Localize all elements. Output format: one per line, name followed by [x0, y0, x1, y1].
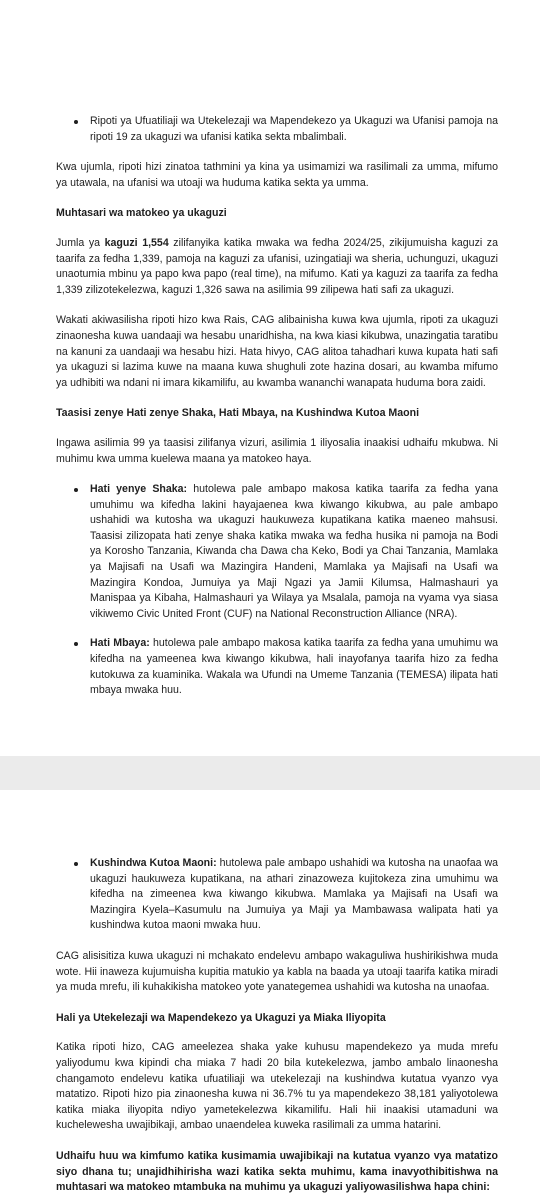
disclaimer-label: Kushindwa Kutoa Maoni: [90, 857, 217, 869]
opinion-types-list [56, 482, 498, 699]
list-item-disclaimer [56, 856, 498, 934]
bullet-list-top [56, 114, 498, 145]
list-item-qualified [56, 482, 498, 622]
section-heading-institutions: Taasisi zenye Hati zenye Shaka, Hati Mbaya, na Kushindwa Kutoa Maoni [56, 407, 420, 420]
paragraph-audits [56, 236, 498, 298]
disclaimer-list [56, 856, 498, 934]
list-item [56, 114, 498, 145]
paragraph-president: Wakati akiwasilisha ripoti hizo kwa Rais, CAG alibainisha kuwa kwa ujumla, ripoti za ukaguzi zinaonesha kuwa uandaaji wa hesabu unaridhisha, na kwa kiasi kikubwa, unazingatia taratibu na kanuni za uandaaji wa hesabu hizi. Hata hivyo, CAG alitoa tahadhari kuwa kupata hati safi ya ukaguzi si lazima kuwe na maana kuwa shughuli zote hazina dosari, au kwamba mifumo ya udhibiti wa ndani ni imara kikamilifu, au kwamba wananchi wanapata huduma bora zaidi. [56, 314, 498, 389]
paragraph-audits-rest: zilifanyika katika mwaka wa fedha 2024/25, zikijumuisha kaguzi za taarifa za fedha 1,339, pamoja na kaguzi za ufanisi, uzingatiaji wa sheria, uchunguzi, ukaguzi unaotumia mbinu ya papo kwa papo (real time), na mifumo. Kati ya kaguzi za taarifa za fedha 1,339 zilizotekelezwa, kaguzi 1,326 sawa na asilimia 99 zilipewa hati safi za ukaguzi. [56, 236, 498, 296]
paragraph-reports: Katika ripoti hizo, CAG ameelezea shaka yake kuhusu mapendekezo ya muda mrefu yaliyodumu kwa kipindi cha miaka 7 hadi 20 bila kutekelezwa, jambo ambalo linaonesha changamoto endelevu katika ufuatiliaji wa utekelezaji na kushindwa kutatua vyanzo vya matatizo. Ripoti hizo pia zinaonesha kuwa ni 36.7% tu ya mapendekezo 38,181 yaliyotolewa katika miaka iliyopita ndiyo yametekelezwa kikamilifu. Hali hii inaakisi utamaduni wa kuchelewesha uwajibikaji, ambao unaendelea kuweka rasilimali za umma hatarini. [56, 1041, 498, 1132]
adverse-paragraph [90, 636, 498, 698]
audit-count: kaguzi 1,554 [104, 236, 169, 249]
disclaimer-paragraph [90, 856, 498, 934]
adverse-text: hutolewa pale ambapo makosa katika taarifa za fedha yana umuhimu wa kifedha na yameenea kwa kiwango kikubwa, hali inayofanya taarifa hizo za fedha kutokuwa za kuaminika. Wakala wa Ufundi na Umeme Tanzania (TEMESA) ilipata hati mbaya mwaka huu. [90, 637, 498, 697]
qualified-text: hutolewa pale ambapo makosa katika taarifa za fedha yana umuhimu wa kifedha lakini hayajaenea kwa kiwango kikubwa, au pale ambapo ushahidi wa kutosha wa ukaguzi haukuweza kupatikana katika maeneo mahsusi. Taasisi zilizopata hati zenye shaka katika mwaka wa fedha husika ni pamoja na Bodi ya Korosho Tanzania, Kiwanda cha Dawa cha Keko, Bodi ya Chai Tanzania, Mamlaka ya Majisafi na Usafi wa Mazingira Handeni, Mamlaka ya Majisafi na Usafi wa Mazingira Kondoa, Jumuiya ya Maji Ngazi ya Jamii Kilumsa, Halmashauri ya Manispaa ya Kibaha, Halmashauri ya Wilaya ya Msalala, pamoja na vyama vya siasa vikiwemo Civic United Front (CUF) na National Reconstruction Alliance (NRA). [90, 483, 498, 620]
paragraph-cag: CAG alisisitiza kuwa ukaguzi ni mchakato endelevu ambapo wakaguliwa hushirikishwa muda wote. Hii inaweza kujumuisha kupitia matukio ya kabla na baada ya utoaji taarifa katika miradi ya muda mrefu, ili kuhakikisha matokeo yote yanategemea ushahidi wa kutosha na unaofaa. [56, 949, 498, 994]
list-item-adverse [56, 636, 498, 698]
qualified-paragraph [90, 482, 498, 622]
paragraph-audits-start: Jumla ya [56, 236, 105, 249]
adverse-label: Hati Mbaya: [90, 637, 150, 650]
section-heading-implementation: Hali ya Utekelezaji wa Mapendekezo ya Ukaguzi ya Miaka Iliyopita [56, 1011, 386, 1024]
qualified-label: Hati yenye Shaka: [90, 483, 188, 496]
paragraph-bold-final: Udhaifu huu wa kimfumo katika kusimamia uwajibikaji na kutatua vyanzo vya matatizo siyo dhana tu; unajidhihirisha wazi katika sekta muhimu, kama inavyothibitishwa na muhtasari wa matokeo mtambuka na muhimu ya ukaguzi yaliyowasilishwa hapa chini: [56, 1149, 498, 1194]
document-page-2 [0, 790, 540, 1200]
paragraph-percent: Ingawa asilimia 99 ya taasisi zilifanya vizuri, asilimia 1 iliyosalia inaakisi udhaifu mkubwa. Ni muhimu kwa umma kuelewa maana ya matokeo haya. [56, 436, 498, 465]
paragraph-overall: Kwa ujumla, ripoti hizi zinatoa tathmini ya kina ya usimamizi wa rasilimali za umma, mifumo ya utawala, na ufanisi wa utoaji wa huduma katika sekta ya umma. [56, 161, 498, 189]
bullet-text: Ripoti ya Ufuatiliaji wa Utekelezaji wa Mapendekezo ya Ukaguzi wa Ufanisi pamoja na ripoti 19 za ukaguzi wa ufanisi katika sekta mbalimbali. [90, 115, 498, 143]
disclaimer-text: hutolewa pale ambapo ushahidi wa kutosha na unaofaa wa ukaguzi haukuweza kupatikana, na athari zinazoweza kujitokeza zina umuhimu wa kifedha na zimeenea kwa kiwango kikubwa. Mamlaka ya Majisafi na Usafi wa Mazingira Kyela–Kasumulu na Jumuiya ya Maji ya Mambawasa walipata hati ya kushindwa kutoa maoni mwaka huu. [90, 857, 499, 932]
section-heading-summary: Muhtasari wa matokeo ya ukaguzi [56, 207, 227, 220]
